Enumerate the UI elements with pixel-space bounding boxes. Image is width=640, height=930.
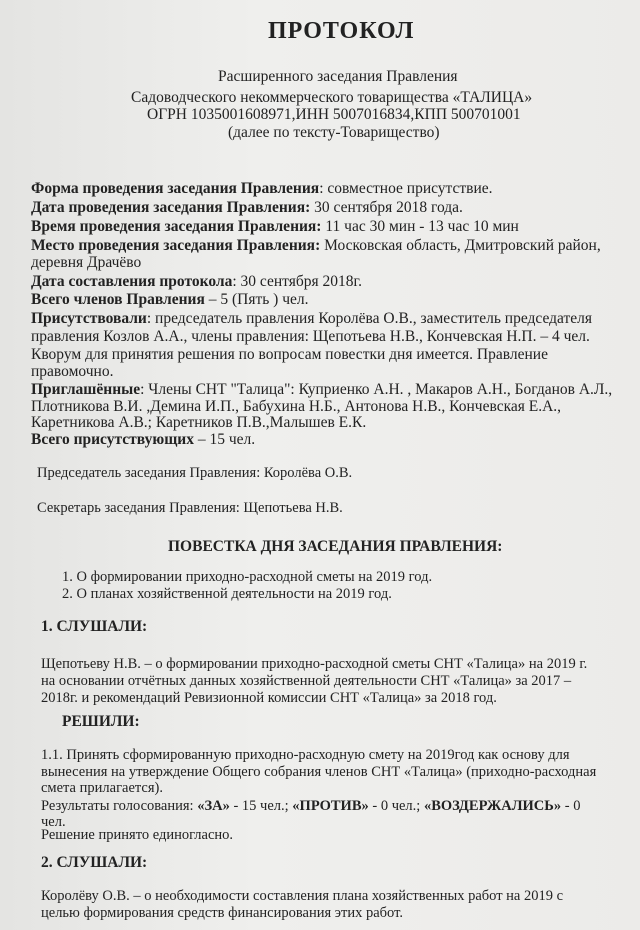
agenda-item: 1. О формировании приходно-расходной сметы на 2019 год. (62, 569, 433, 585)
vote-against-value: - 0 чел.; (368, 798, 424, 814)
date-value: 30 сентября 2018 года. (310, 199, 463, 216)
section-2-line: целью формирования средств финансирования этих работ. (41, 905, 403, 921)
invited-line-3: Каретникова А.В.; Каретников П.В.,Малышев Е.К. (31, 414, 367, 431)
place-field (31, 237, 601, 255)
form-label: Форма проведения заседания Правления (31, 180, 320, 197)
chair-line: Председатель заседания Правления: Королёва О.В. (37, 465, 353, 481)
header-line-2: Садоводческого некоммерческого товарищества «ТАЛИЦА» (131, 89, 533, 106)
header-line-3: ОГРН 1035001608971,ИНН 5007016834,КПП 500701001 (147, 106, 521, 123)
present-value: : председатель правления Королёва О.В., заместитель председателя (146, 310, 593, 327)
agenda-title: ПОВЕСТКА ДНЯ ЗАСЕДАНИЯ ПРАВЛЕНИЯ: (168, 538, 503, 555)
place-label: Место проведения заседания Правления: (31, 237, 321, 254)
vote-results (41, 798, 580, 815)
section-1-line: 2018г. и рекомендаций Ревизионной комиссии СНТ «Талица» за 2018 год. (41, 690, 497, 706)
decision-line: смета прилагается). (41, 780, 163, 796)
time-field (31, 218, 519, 236)
present-label: Присутствовали (31, 310, 147, 327)
form-field (31, 180, 493, 198)
section-1-heading: 1. СЛУШАЛИ: (41, 618, 148, 635)
members-label: Всего членов Правления (31, 291, 205, 308)
vote-against-label: «ПРОТИВ» (292, 798, 369, 814)
invited-line-2: Плотникова В.И. ,Демина И.П., Бабухина Н.Б., Антонова Н.В., Кончевская Е.А., (31, 398, 562, 415)
quorum-line-2: правомочно. (31, 363, 114, 380)
form-value: : совместное присутствие. (319, 180, 493, 197)
compiled-value: : 30 сентября 2018г. (232, 273, 362, 290)
total-field (31, 431, 255, 449)
vote-za-label: «ЗА» (197, 798, 230, 814)
total-label: Всего присутствующих (31, 431, 194, 448)
present-field (31, 310, 592, 328)
members-value: – 5 (Пять ) чел. (204, 291, 309, 308)
unanimous-line: Решение принято единогласно. (41, 827, 234, 843)
section-2-line: Королёву О.В. – о необходимости составления плана хозяйственных работ на 2019 с (41, 888, 564, 904)
place-value-line-2: деревня Драчёво (31, 254, 142, 271)
compiled-label: Дата составления протокола (31, 273, 233, 290)
members-field (31, 291, 309, 309)
document-title: ПРОТОКОЛ (268, 18, 415, 44)
date-field (31, 199, 463, 217)
invited-field (31, 381, 612, 399)
invited-label: Приглашённые (31, 381, 141, 398)
section-2-heading: 2. СЛУШАЛИ: (41, 854, 148, 871)
decision-line: 1.1. Принять сформированную приходно-расходную смету на 2019год как основу для (41, 747, 570, 763)
decision-line: вынесения на утверждение Общего собрания членов СНТ «Талица» (приходно-расходная (41, 764, 597, 780)
total-value: – 15 чел. (193, 431, 256, 448)
invited-value: : Члены СНТ "Талица": Куприенко А.Н. , Макаров А.Н., Богданов А.Л., (140, 381, 613, 398)
decision-heading: РЕШИЛИ: (62, 713, 140, 730)
vote-za-value: - 15 чел.; (229, 798, 293, 814)
time-label: Время проведения заседания Правления: (31, 218, 322, 235)
vote-tail: чел. (41, 814, 66, 830)
vote-label: Результаты голосования: (41, 798, 198, 814)
time-value: 11 час 30 мин - 13 час 10 мин (321, 218, 519, 235)
present-line-2: правления Козлов А.А., члены правления: Щепотьева Н.В., Кончевская Н.П. – 4 чел. (31, 328, 590, 345)
date-label: Дата проведения заседания Правления: (31, 199, 311, 216)
header-line-4: (далее по тексту-Товарищество) (228, 124, 440, 141)
vote-abstain-label: «ВОЗДЕРЖАЛИСЬ» (423, 798, 562, 814)
quorum-line-1: Кворум для принятия решения по вопросам повестки дня имеется. Правление (31, 346, 548, 363)
secretary-line: Секретарь заседания Правления: Щепотьева Н.В. (37, 500, 343, 516)
agenda-item: 2. О планах хозяйственной деятельности на 2019 год. (62, 586, 392, 602)
header-line-1: Расширенного заседания Правления (218, 68, 458, 85)
section-1-line: Щепотьеву Н.В. – о формировании приходно-расходной сметы СНТ «Талица» на 2019 г. (41, 656, 588, 672)
section-1-line: на основании отчётных данных хозяйственной деятельности СНТ «Талица» за 2017 – (41, 673, 572, 689)
place-value: Московская область, Дмитровский район, (320, 237, 601, 254)
compiled-field (31, 273, 362, 291)
vote-abstain-value: - 0 (561, 798, 581, 814)
